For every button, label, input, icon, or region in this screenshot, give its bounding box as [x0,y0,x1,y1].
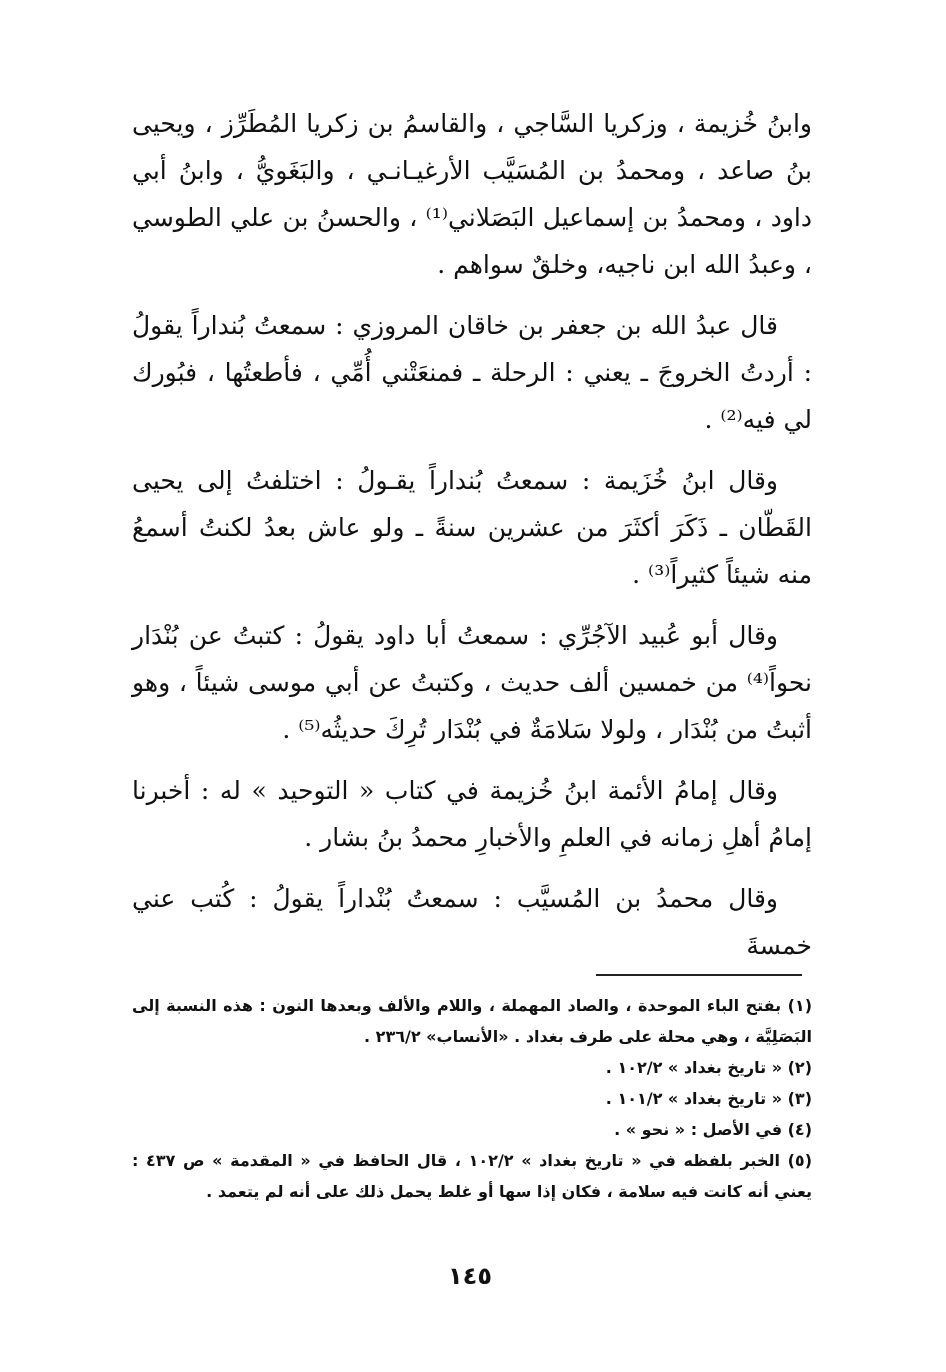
paragraph-2: قال عبدُ الله بن جعفر بن خاقان المروزي : سمعتُ بُنداراً يقولُ : أردتُ الخروجَ ـ يعني : الرحلة ـ فمنعَتْني أُمِّي ، فأطعتُها ، فبُورك لي فيه⁽²⁾ . [132,311,812,434]
footnote-separator [596,974,802,976]
footnote-5: (٥) الخبر بلفظه في « تاريخ بغداد » ١٠٢/٢ ، قال الحافظ في « المقدمة » ص ٤٣٧ : يعني أنه كانت فيه سلامة ، فكان إذا سها أو غلط يحمل ذلك على أنه لم يتعمد . [132,1151,812,1201]
main-text [132,100,812,969]
paragraph-4: وقال أبو عُبيد الآجُرِّي : سمعتُ أبا داود يقولُ : كتبتُ عن بُنْدَار نحواً⁽⁴⁾ من خمسين ألف حديث ، وكتبتُ عن أبي موسى شيئاً ، وهو أثبتُ من بُنْدَار ، ولولا سَلامَةٌ في بُنْدَار تُرِكَ حديثُه⁽⁵⁾ . [132,621,812,744]
footnote-2: (٢) « تاريخ بغداد » ١٠٢/٢ . [605,1058,812,1077]
paragraph-6: وقال محمدُ بن المُسيَّب : سمعتُ بُنْداراً يقولُ : كُتب عني خمسةَ [132,884,812,960]
footnote-3: (٣) « تاريخ بغداد » ١٠١/٢ . [605,1089,812,1108]
paragraph-1: وابنُ خُزيمة ، وزكريا السَّاجي ، والقاسمُ بن زكريا المُطَرِّز ، ويحيى بنُ صاعد ، ومحمدُ بن المُسَيَّب الأرغيـانـي ، والبَغَويُّ ، وابنُ أبي داود ، ومحمدُ بن إسماعيل البَصَلاني⁽¹⁾ ، والحسنُ بن علي الطوسي ، وعبدُ الله ابن ناجيه، وخلقٌ سواهم . [132,109,812,279]
footnotes [132,990,812,1207]
paragraph-5: وقال إمامُ الأئمة ابنُ خُزيمة في كتاب « التوحيد » له : أخبرنا إمامُ أهلِ زمانه في العلمِ والأخبارِ محمدُ بنُ بشار . [132,776,812,852]
page-number: ١٤٥ [448,1262,492,1290]
footnote-1: (١) بفتح الباء الموحدة ، والصاد المهملة ، واللام والألف وبعدها النون : هذه النسبة إلى البَصَلِيَّة ، وهي محلة على طرف بغداد . «الأنساب» ٢٣٦/٢ . [132,996,812,1046]
paragraph-3: وقال ابنُ خُزَيمة : سمعتُ بُنداراً يقـولُ : اختلفتُ إلى يحيى القَطّان ـ ذَكَرَ أكثَرَ من عشرين سنةً ـ ولو عاش بعدُ لكنتُ أسمعُ منه شيئاً كثيراً⁽³⁾ . [132,466,812,589]
footnote-4: (٤) في الأصل : « نحو » . [614,1120,812,1139]
